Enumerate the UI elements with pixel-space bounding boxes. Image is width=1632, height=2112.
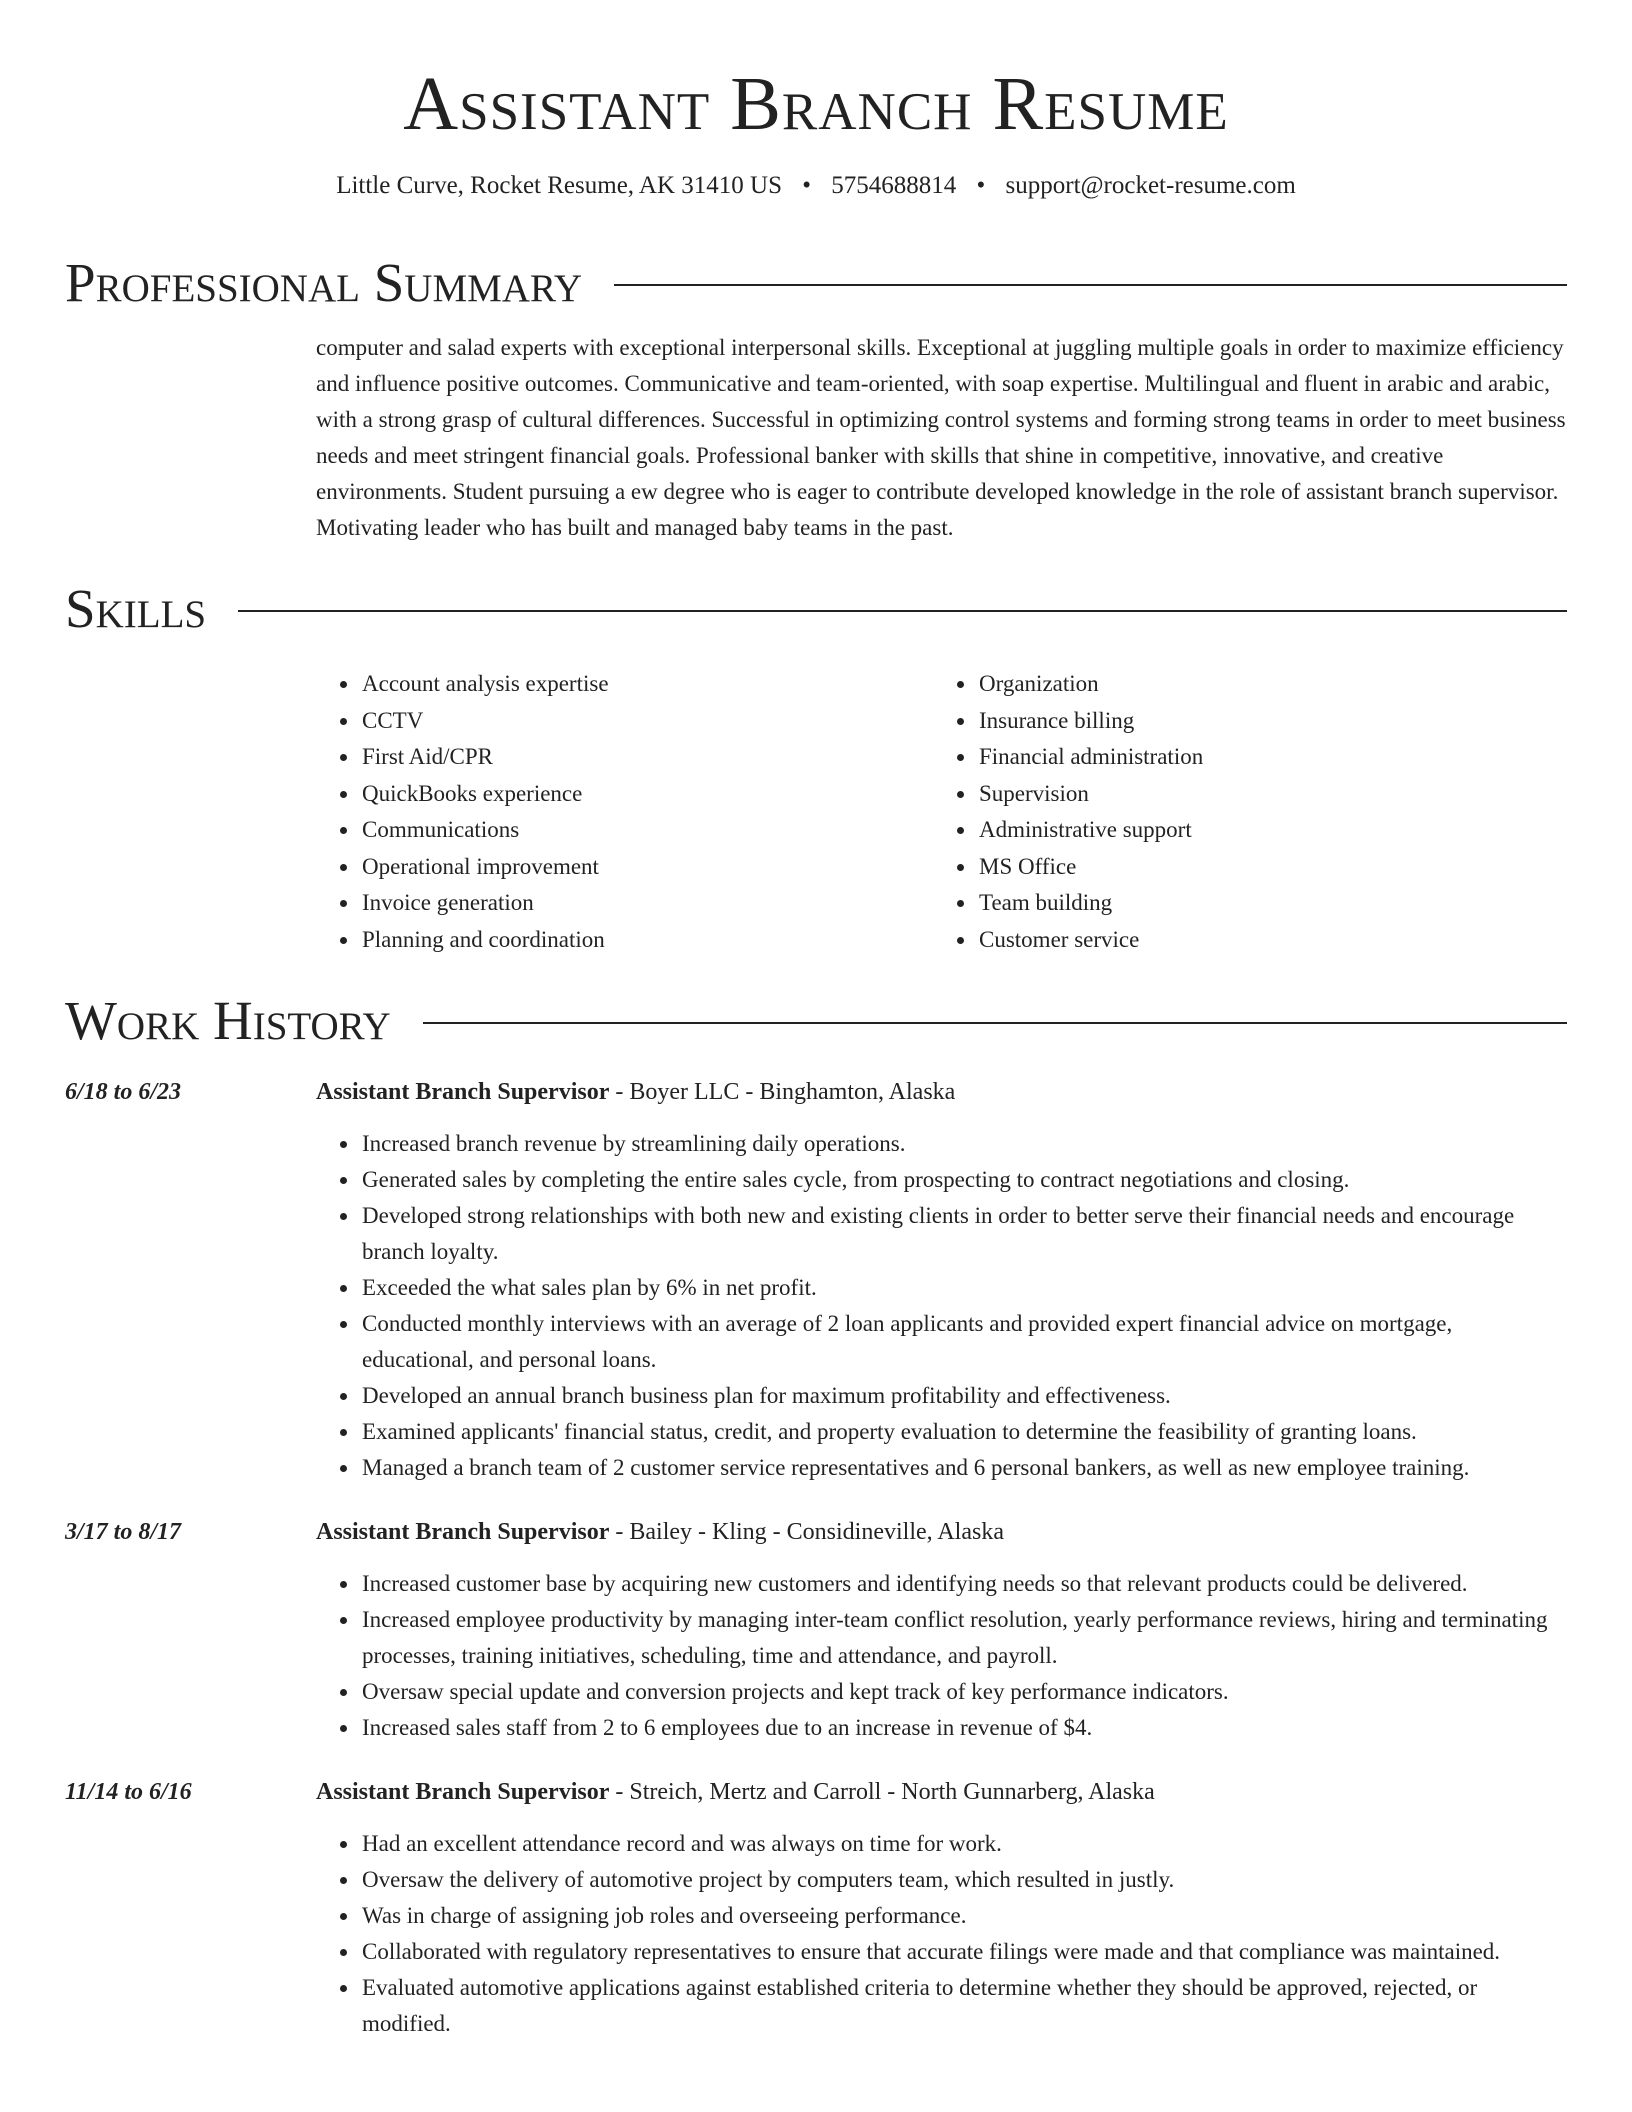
job-bullet: • Examined applicants' financial status, credit, and property evaluation to determine the feasibility of granting loans. (360, 1414, 1567, 1450)
job-dates: 6/18 to 6/23 (65, 1079, 182, 1105)
job-title: Assistant Branch Supervisor (316, 1079, 610, 1105)
job-bullet: • Managed a branch team of 2 customer service representatives and 6 personal bankers, as well as new employee training. (360, 1450, 1567, 1486)
skills-column-left (316, 666, 933, 958)
job-employer: - Boyer LLC - Binghamton, Alaska (609, 1079, 956, 1105)
skills-grid (316, 666, 1567, 958)
contact-line (65, 170, 1567, 202)
job-bullet: • Generated sales by completing the entire sales cycle, from prospecting to contract negotiations and closing. (360, 1162, 1567, 1198)
skill-item: • Operational improvement (360, 849, 933, 886)
job-bullet: • Increased sales staff from 2 to 6 employees due to an increase in revenue of $4. (360, 1710, 1567, 1746)
skills-heading: Skills (65, 578, 207, 639)
skill-item: • Supervision (977, 776, 1550, 813)
skills-section-header (65, 576, 1567, 642)
resume-title: Assistant Branch Resume (403, 62, 1229, 146)
job-entry (65, 1074, 1567, 1486)
skill-item: • First Aid/CPR (360, 739, 933, 776)
job-bullet: • Increased customer base by acquiring new customers and identifying needs so that relevant products could be delivered. (360, 1566, 1567, 1602)
skill-item: • CCTV (360, 703, 933, 740)
job-dates: 3/17 to 8/17 (65, 1519, 182, 1545)
summary-text: computer and salad experts with exceptional interpersonal skills. Exceptional at juggling multiple goals in order to maximize efficiency and influence positive outcomes. Communicative and team-oriented, with soap expertise. Multilingual and fluent in arabic and arabic, with a strong grasp of cultural differences. Successful in optimizing control systems and forming strong teams in order to meet business needs and meet stringent financial goals. Professional banker with skills that shine in competitive, innovative, and creative environments. Student pursuing a ew degree who is eager to contribute developed knowledge in the role of assistant branch supervisor. Motivating leader who has built and managed baby teams in the past. (316, 335, 1566, 540)
job-bullet: • Oversaw special update and conversion projects and kept track of key performance indicators. (360, 1674, 1567, 1710)
job-body (316, 1514, 1567, 1746)
summary-heading: Professional Summary (65, 252, 583, 313)
job-bullet: • Increased employee productivity by managing inter-team conflict resolution, yearly performance reviews, hiring and terminating processes, training initiatives, scheduling, time and attendance, and payroll. (360, 1602, 1567, 1674)
job-employer: - Streich, Mertz and Carroll - North Gunnarberg, Alaska (609, 1779, 1155, 1805)
section-divider (614, 284, 1567, 286)
job-bullet: • Was in charge of assigning job roles and overseeing performance. (360, 1898, 1567, 1934)
contact-email: support@rocket-resume.com (1005, 172, 1296, 199)
contact-phone: 5754688814 (831, 172, 957, 199)
skill-item: • Communications (360, 812, 933, 849)
job-bullet: • Had an excellent attendance record and was always on time for work. (360, 1826, 1567, 1862)
job-bullet: • Increased branch revenue by streamlining daily operations. (360, 1126, 1567, 1162)
job-heading (316, 1074, 1567, 1110)
skill-item: • Invoice generation (360, 885, 933, 922)
job-entry (65, 1514, 1567, 1746)
skill-item: • Organization (977, 666, 1550, 703)
job-employer: - Bailey - Kling - Considineville, Alaska (609, 1519, 1004, 1545)
job-bullet-list (316, 1126, 1567, 1486)
job-bullet: • Developed an annual branch business plan for maximum profitability and effectiveness. (360, 1378, 1567, 1414)
contact-separator: • (976, 172, 986, 199)
job-title: Assistant Branch Supervisor (316, 1519, 610, 1545)
job-bullet: • Developed strong relationships with both new and existing clients in order to better serve their financial needs and encourage branch loyalty. (360, 1198, 1567, 1270)
job-title: Assistant Branch Supervisor (316, 1779, 610, 1805)
skill-item: • Customer service (977, 922, 1550, 959)
job-bullet: • Exceeded the what sales plan by 6% in net profit. (360, 1270, 1567, 1306)
skill-item: • Team building (977, 885, 1550, 922)
skill-item: • Planning and coordination (360, 922, 933, 959)
job-body (316, 1074, 1567, 1486)
skill-item: • Insurance billing (977, 703, 1550, 740)
work-section-header (65, 988, 1567, 1054)
skill-item: • QuickBooks experience (360, 776, 933, 813)
skill-item: • MS Office (977, 849, 1550, 886)
skills-column-right (933, 666, 1550, 958)
job-bullet-list (316, 1826, 1567, 2042)
job-bullet: • Conducted monthly interviews with an average of 2 loan applicants and provided expert financial advice on mortgage, educational, and personal loans. (360, 1306, 1567, 1378)
skill-item: • Account analysis expertise (360, 666, 933, 703)
job-bullet: • Oversaw the delivery of automotive project by computers team, which resulted in justly. (360, 1862, 1567, 1898)
job-bullet: • Collaborated with regulatory representatives to ensure that accurate filings were made and that compliance was maintained. (360, 1934, 1567, 1970)
section-divider (238, 610, 1567, 612)
job-bullet-list (316, 1566, 1567, 1746)
contact-separator: • (802, 172, 811, 199)
contact-address: Little Curve, Rocket Resume, AK 31410 US (336, 172, 782, 199)
job-entry (65, 1774, 1567, 2042)
skill-item: • Financial administration (977, 739, 1550, 776)
skill-item: • Administrative support (977, 812, 1550, 849)
job-heading (316, 1774, 1567, 1810)
section-divider (423, 1022, 1567, 1024)
job-body (316, 1774, 1567, 2042)
summary-section-header (65, 250, 1567, 316)
job-bullet: • Evaluated automotive applications against established criteria to determine whether they should be approved, rejected, or modified. (360, 1970, 1567, 2042)
job-dates: 11/14 to 6/16 (65, 1779, 192, 1805)
work-heading: Work History (65, 990, 391, 1051)
job-heading (316, 1514, 1567, 1550)
